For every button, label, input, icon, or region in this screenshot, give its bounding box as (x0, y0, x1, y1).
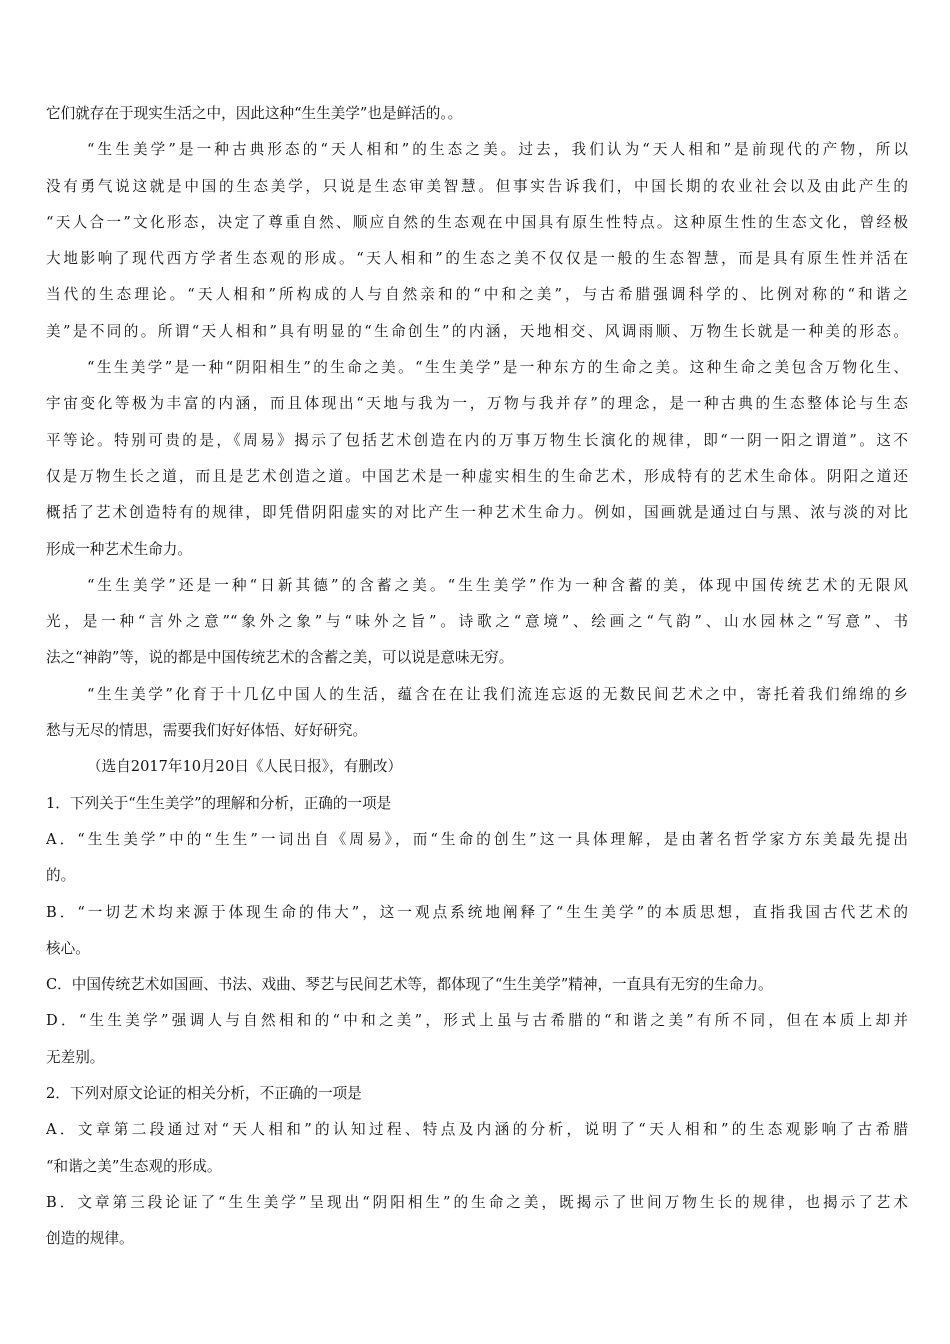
text-line: 形成一种艺术生命力。 (46, 540, 192, 558)
option-a (46, 822, 908, 895)
option-c (46, 967, 908, 1003)
text-line: C．中国传统艺术如国画、书法、戏曲、琴艺与民间艺术等，都体现了“生生美学”精神，一直具有无穷的生命力。 (46, 976, 773, 994)
paragraph-conclusion (46, 677, 908, 750)
option-b (46, 1185, 908, 1258)
source-citation: （选自2017年10月20日《人民日报》，有删改） (87, 758, 403, 776)
text-line: 光，是一种“言外之意”“象外之象”与“味外之旨”。诗歌之“意境”、绘画之“气韵”、山水园林之“写意”、书 (46, 613, 908, 631)
text-line: 仅是万物生长之道，而且是艺术创造之道。中国艺术是一种虚实相生的生命艺术，形成特有的艺术生命体。阴阳之道还 (46, 467, 908, 485)
text-line: “天人合一”文化形态，决定了尊重自然、顺应自然的生态观在中国具有原生性特点。这种原生性的生态文化，曾经极 (46, 213, 908, 231)
option-d (46, 1003, 908, 1076)
paragraph-rixin-qide (46, 568, 908, 677)
text-line: 法之“神韵”等，说的都是中国传统艺术的含蓄之美，可以说是意味无穷。 (46, 649, 514, 667)
text-line: 当代的生态理论。“天人相和”所构成的人与自然亲和的“中和之美”，与古希腊强调科学的、比例对称的“和谐之 (46, 286, 908, 304)
text-line: 核心。 (46, 939, 90, 957)
text-line: A．“生生美学”中的“生生”一词出自《周易》，而“生命的创生”这一具体理解，是由著名哲学家方东美最先提出 (46, 830, 908, 848)
text-line: “生生美学”化育于十几亿中国人的生活，蕴含在在让我们流连忘返的无数民间艺术之中，寄托着我们绵绵的乡 (87, 685, 908, 703)
text-line: 愁与无尽的情思，需要我们好好体悟、好好研究。 (46, 722, 368, 740)
text-line: 的。 (46, 867, 76, 885)
text-line: B．文章第三段论证了“生生美学”呈现出“阴阳相生”的生命之美，既揭示了世间万物生长的规律，也揭示了艺术 (46, 1193, 908, 1211)
text-line: 概括了艺术创造特有的规律，即凭借阴阳虚实的对比产生一种艺术生命力。例如，国画就是通过白与黑、浓与淡的对比 (46, 504, 908, 522)
text-line: 大地影响了现代西方学者生态观的形成。“天人相和”的生态之美不仅仅是一般的生态智慧，而是具有原生性并活在 (46, 250, 908, 268)
option-a (46, 1112, 908, 1185)
text-line: 创造的规律。 (46, 1230, 134, 1248)
text-line: “生生美学”是一种古典形态的“天人相和”的生态之美。过去，我们认为“天人相和”是前现代的产物，所以 (87, 141, 908, 159)
document-page (46, 96, 908, 1258)
text-line: 无差别。 (46, 1048, 105, 1066)
text-line: 它们就存在于现实生活之中，因此这种“生生美学”也是鲜活的。。 (46, 105, 463, 122)
text-line: 宇宙变化等极为丰富的内涵，而且体现出“天地与我为一，万物与我并存”的理念，是一种古典的生态整体论与生态 (46, 395, 908, 413)
paragraph-yinyang-xiangsheng (46, 350, 908, 568)
text-line: A．文章第二段通过对“天人相和”的认知过程、特点及内涵的分析，说明了“天人相和”的生态观影响了古希腊 (46, 1121, 908, 1139)
text-line: 没有勇气说这就是中国的生态美学，只说是生态审美智慧。但事实告诉我们，中国长期的农业社会以及由此产生的 (46, 177, 908, 195)
text-line: B．“一切艺术均来源于体现生命的伟大”，这一观点系统地阐释了“生生美学”的本质思想，直指我国古代艺术的 (46, 903, 908, 921)
text-line: D．“生生美学”强调人与自然相和的“中和之美”，形式上虽与古希腊的“和谐之美”有所不同，但在本质上却并 (46, 1012, 908, 1030)
text-line: “生生美学”还是一种“日新其德”的含蓄之美。“生生美学”作为一种含蓄的美，体现中国传统艺术的无限风 (87, 576, 908, 594)
text-line: 美”是不同的。所谓“天人相和”具有明显的“生命创生”的内涵，天地相交、风调雨顺、万物生长就是一种美的形态。 (46, 322, 908, 340)
question-stem: 1．下列关于“生生美学”的理解和分析，正确的一项是 (46, 794, 392, 812)
paragraph-tianren-xianghe (46, 132, 908, 350)
option-b (46, 895, 908, 968)
text-line: “生生美学”是一种“阴阳相生”的生命之美。“生生美学”是一种东方的生命之美。这种生命之美包含万物化生、 (87, 359, 908, 377)
question-2 (46, 1076, 908, 1257)
text-line: 平等论。特别可贵的是，《周易》揭示了包括艺术创造在内的万事万物生长演化的规律，即“一阴一阳之谓道”。这不 (46, 431, 908, 449)
question-stem: 2．下列对原文论证的相关分析，不正确的一项是 (46, 1085, 362, 1103)
text-line: “和谐之美”生态观的形成。 (46, 1157, 222, 1175)
paragraph-0 (46, 96, 908, 132)
question-1 (46, 786, 908, 1076)
